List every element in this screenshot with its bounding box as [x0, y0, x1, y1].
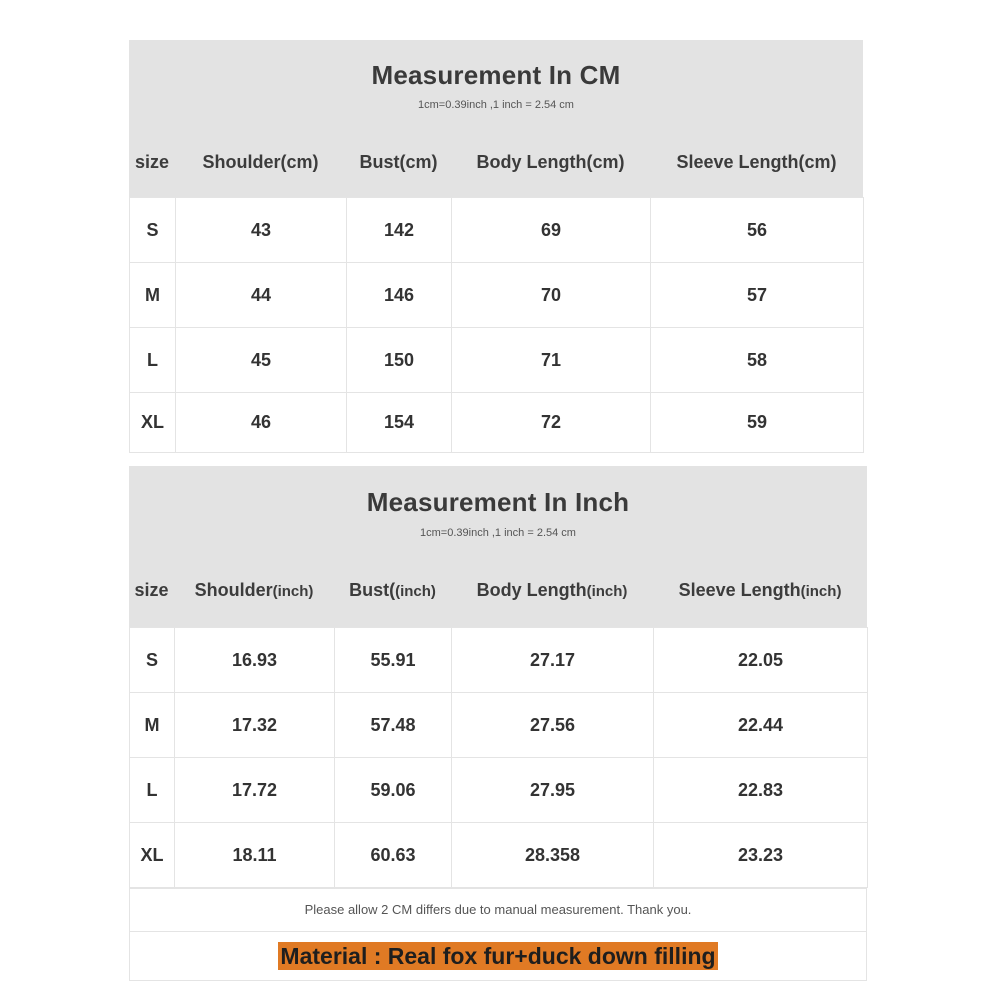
value-cell: 45 [176, 328, 347, 393]
value-cell: 18.11 [175, 823, 335, 888]
header-label: Body Length [476, 580, 587, 600]
size-cell: S [130, 628, 175, 693]
cm-measurement-section [129, 40, 863, 453]
measurement-note-row [129, 888, 867, 932]
inch-header-body-length [451, 580, 653, 601]
value-cell: 44 [176, 263, 347, 328]
cm-header-shoulder: Shoulder(cm) [202, 152, 319, 172]
value-cell: 57 [651, 263, 864, 328]
cm-header-sleeve-length: Sleeve Length(cm) [676, 152, 837, 172]
cm-size-table [129, 197, 864, 453]
inch-header-sleeve-length [653, 580, 867, 601]
table-row [130, 628, 868, 693]
cm-header-body-length: Body Length(cm) [476, 152, 625, 172]
header-label: size [134, 580, 169, 600]
size-cell: XL [130, 823, 175, 888]
value-cell: 70 [452, 263, 651, 328]
value-cell: 69 [452, 198, 651, 263]
size-cell: L [130, 758, 175, 823]
table-row [130, 198, 864, 263]
size-cell: M [130, 693, 175, 758]
inch-header-bust [334, 580, 451, 601]
size-cell: L [130, 328, 176, 393]
header-label: Shoulder [194, 580, 273, 600]
value-cell: 27.95 [452, 758, 654, 823]
cm-conversion-note: 1cm=0.39inch ,1 inch = 2.54 cm [418, 99, 574, 111]
value-cell: 27.56 [452, 693, 654, 758]
value-cell: 22.83 [654, 758, 868, 823]
value-cell: 22.44 [654, 693, 868, 758]
table-row [130, 263, 864, 328]
value-cell: 17.72 [175, 758, 335, 823]
value-cell: 150 [347, 328, 452, 393]
inch-conversion-note: 1cm=0.39inch ,1 inch = 2.54 cm [420, 527, 576, 539]
inch-header-shoulder [174, 580, 334, 601]
value-cell: 59 [651, 393, 864, 453]
material-row [129, 931, 867, 981]
inch-column-headers [129, 580, 867, 601]
size-cell: M [130, 263, 176, 328]
table-row [130, 328, 864, 393]
header-unit: (inch) [272, 583, 314, 600]
inch-table-header [129, 466, 867, 627]
value-cell: 57.48 [335, 693, 452, 758]
value-cell: 27.17 [452, 628, 654, 693]
value-cell: 43 [176, 198, 347, 263]
size-cell: XL [130, 393, 176, 453]
value-cell: 59.06 [335, 758, 452, 823]
table-row [130, 823, 868, 888]
cm-table-header [129, 40, 863, 197]
header-label: Bust( [349, 580, 396, 600]
manual-measurement-note: Please allow 2 CM differs due to manual measurement. Thank you. [304, 902, 692, 917]
header-label: Sleeve Length [678, 580, 801, 600]
cm-table-title: Measurement In CM [371, 60, 621, 90]
cm-header-size: size [134, 152, 170, 172]
value-cell: 142 [347, 198, 452, 263]
value-cell: 146 [347, 263, 452, 328]
value-cell: 72 [452, 393, 651, 453]
inch-table-title: Measurement In Inch [366, 487, 630, 517]
value-cell: 17.32 [175, 693, 335, 758]
inch-size-table [129, 627, 868, 888]
header-unit: (inch) [586, 583, 628, 600]
value-cell: 154 [347, 393, 452, 453]
table-row [130, 693, 868, 758]
cm-column-headers [129, 152, 863, 173]
value-cell: 46 [176, 393, 347, 453]
value-cell: 56 [651, 198, 864, 263]
value-cell: 22.05 [654, 628, 868, 693]
table-row [130, 393, 864, 453]
value-cell: 16.93 [175, 628, 335, 693]
value-cell: 28.358 [452, 823, 654, 888]
cm-header-bust: Bust(cm) [359, 152, 438, 172]
value-cell: 23.23 [654, 823, 868, 888]
material-label: Material : Real fox fur+duck down filling [280, 943, 716, 969]
table-row [130, 758, 868, 823]
header-unit: (inch) [395, 583, 436, 600]
value-cell: 71 [452, 328, 651, 393]
inch-measurement-section [129, 466, 867, 888]
value-cell: 58 [651, 328, 864, 393]
inch-header-size [129, 580, 174, 601]
header-unit: (inch) [800, 583, 842, 600]
size-cell: S [130, 198, 176, 263]
value-cell: 55.91 [335, 628, 452, 693]
value-cell: 60.63 [335, 823, 452, 888]
